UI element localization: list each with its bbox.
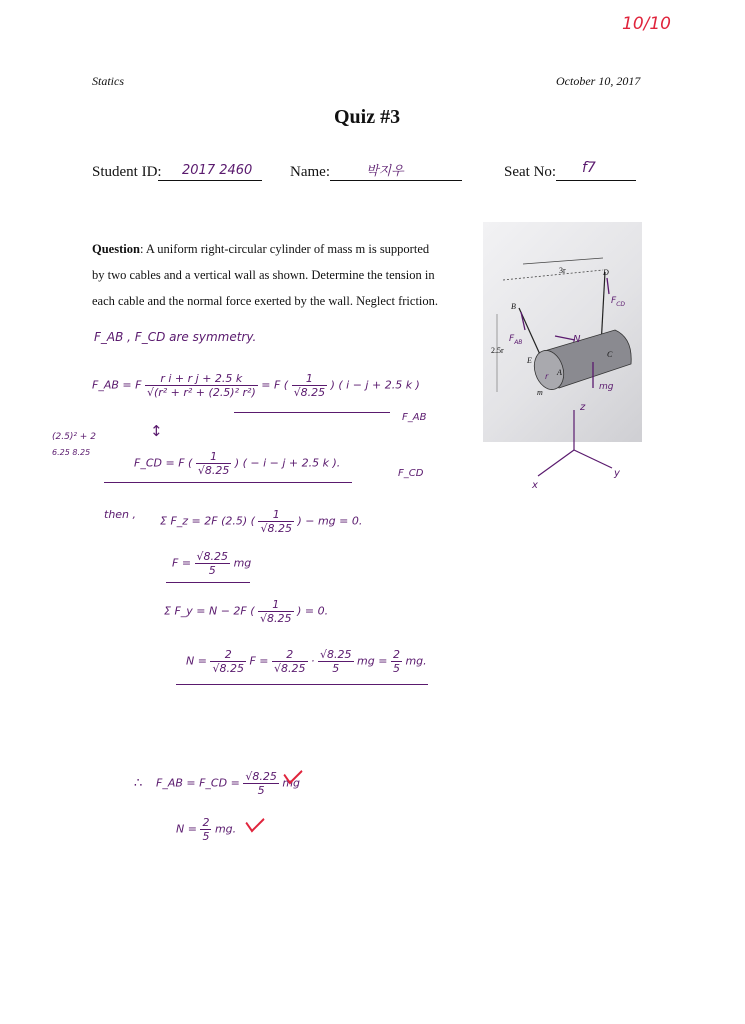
fab-unit-fraction: $\frac{1}{√8.25}$ [293, 372, 326, 399]
name-label: Name: [290, 164, 330, 180]
quiz-date: October 10, 2017 [556, 74, 641, 88]
fig-label-fcd: $F_{CD}$ [611, 296, 625, 308]
sum-fy-equation: Σ F_y = N − 2F ( $\frac{1}{√8.25}$ ) = 0. [164, 598, 329, 625]
fig-label-m: m [537, 388, 543, 397]
then-label: then , [104, 508, 137, 521]
fig-label-e: E [527, 356, 532, 365]
question-line-2: by two cables and a vertical wall as shown. Determine the tension in [92, 268, 435, 282]
n-fraction-1: $\frac{2}{√8.25}$ [212, 648, 244, 675]
name-value: 박지우 [366, 164, 404, 179]
name-line [330, 180, 462, 181]
question-text [92, 236, 466, 314]
side-note-2: 6.25 8.25 [52, 448, 91, 457]
fig-label-b: B [511, 302, 516, 311]
sum-fz-equation: Σ F_z = 2F (2.5) ( $\frac{1}{√8.25}$ ) − mg = 0. [160, 508, 363, 535]
fcd-underline [104, 482, 352, 483]
fig-label-fab: $F_{AB}$ [509, 334, 523, 346]
question-label: Question [92, 242, 140, 256]
check-mark-2 [245, 811, 264, 833]
sum-fz-fraction: $\frac{1}{√8.25}$ [260, 508, 292, 535]
n-fraction-2: $\frac{2}{√8.25}$ [274, 648, 306, 675]
student-id-value: 2017 2460 [182, 163, 253, 178]
fcd-unit-fraction: $\frac{1}{√8.25}$ [197, 450, 230, 477]
fab-tag: F_AB [402, 412, 427, 423]
n-fraction-4: $\frac{2}{5}$ [392, 648, 400, 675]
axes-diagram [520, 398, 640, 498]
n-fraction-3: $\frac{√8.25}{5}$ [320, 648, 352, 675]
f-fraction: $\frac{√8.25}{5}$ [196, 550, 229, 577]
page-title: Quiz #3 [334, 106, 401, 128]
sum-fy-fraction: $\frac{1}{√8.25}$ [260, 598, 292, 625]
question-line-1: : A uniform right-circular cylinder of mass m is supported [139, 242, 430, 256]
axis-z-label: z [580, 402, 586, 413]
fig-dim-25r: 2.5r [491, 346, 504, 355]
seat-value: f7 [582, 160, 596, 176]
seat-line [556, 180, 636, 181]
fab-underline [234, 412, 390, 413]
fig-label-n: N [573, 334, 581, 345]
axis-x-label: x [532, 480, 538, 491]
student-id-line [158, 180, 262, 181]
fab-equation: F_AB = F $\frac{\text{r i + r j + 2.5 k}}{\text{√(r² + r² + (2.5)² r²)}}$ = F ( $\frac{1}{√8.25}$ ) ( i − j + 2.5 k ) [92, 372, 420, 399]
fig-dim-3r: 3r [559, 266, 566, 275]
solution-line-1: F_AB , F_CD are symmetry. [94, 330, 257, 344]
fig-label-mg: mg [599, 382, 614, 392]
n-equation: N = $\frac{2}{√8.25}$ F = $\frac{2}{√8.25}$ · $\frac{√8.25}{5}$ mg = $\frac{2}{5}$ mg. [186, 648, 427, 675]
therefore-symbol: ∴ [134, 776, 143, 791]
n-underline [176, 684, 428, 685]
answer-2-fraction: $\frac{2}{5}$ [202, 816, 210, 843]
answer-1-fraction: $\frac{√8.25}{5}$ [245, 770, 277, 797]
question-line-3: each cable and the normal force exerted by the wall. Neglect friction. [92, 294, 439, 308]
f-underline [166, 582, 250, 583]
seat-label: Seat No: [504, 164, 557, 180]
fcd-equation: F_CD = F ( $\frac{1}{√8.25}$ ) ( − i − j + 2.5 k ). [134, 450, 341, 477]
f-result: F = $\frac{√8.25}{5}$ mg [172, 550, 252, 577]
answer-1: F_AB = F_CD = $\frac{√8.25}{5}$ mg [156, 770, 301, 797]
side-note-1: (2.5)² + 2 [52, 432, 96, 442]
grade-mark: 10/10 [622, 14, 671, 34]
updown-arrow: ↕ [150, 422, 163, 440]
answer-2: N = $\frac{2}{5}$ mg. [176, 816, 237, 843]
student-id-label: Student ID: [92, 164, 162, 180]
fig-label-r: r [545, 372, 549, 381]
fcd-tag: F_CD [398, 468, 424, 479]
fab-fraction: $\frac{\text{r i + r j + 2.5 k}}{\text{√(r² + r² + (2.5)² r²)}}$ [146, 372, 256, 399]
fig-label-a: A [557, 368, 562, 377]
fig-label-d: D [603, 268, 609, 277]
course-name: Statics [92, 74, 124, 88]
axis-y-label: y [614, 468, 620, 479]
fig-label-c: C [607, 350, 613, 359]
